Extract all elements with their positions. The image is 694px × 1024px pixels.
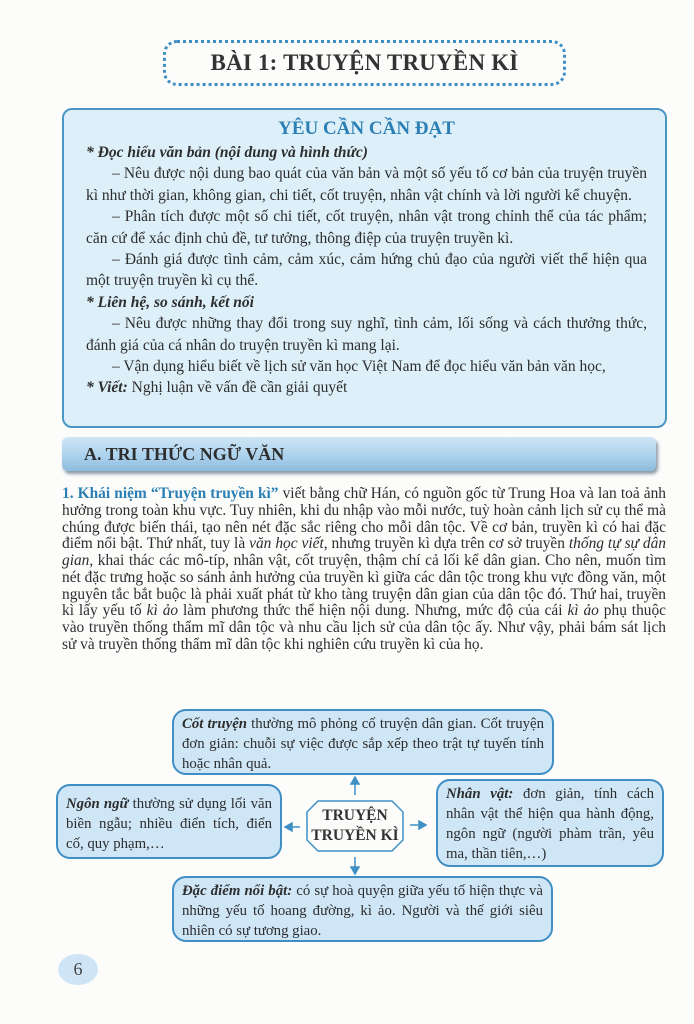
connect-heading: * Liên hệ, so sánh, kết nối	[86, 293, 254, 311]
emphasis: văn học viết	[249, 535, 324, 553]
arrow-right-head	[419, 821, 426, 829]
node-text: đơn giản, tính cách nhân vật thể hiện qua hành động, ngôn ngữ (người phàm trần, yêu ma, thần tiên,…)	[446, 786, 655, 862]
arrow-down-head	[351, 867, 359, 874]
page-number: 6	[58, 954, 98, 985]
node-label: Đặc điểm nổi bật:	[182, 883, 293, 899]
connect-item: – Vận dụng hiểu biết về lịch sử văn học Việt Nam để đọc hiểu văn bản văn học,	[112, 358, 606, 376]
node-label: Nhân vật:	[446, 786, 514, 802]
text: phụ thuộc vào truyền thống thẩm mĩ dân tộc và nhu cầu lịch sử của dân tộc ấy. Như vậy, phải bám sát lịch sử và truyền thống thẩm mĩ dân tộc khi nghiên cứu truyền kì của họ.	[62, 602, 667, 653]
emphasis: thống tự sự dân gian	[62, 535, 666, 569]
writing-text: Nghị luận về vấn đề cần giải quyết	[127, 379, 348, 397]
arrow-left-head	[285, 823, 292, 831]
center-line: TRUYỀN KÌ	[311, 827, 399, 844]
reading-heading: * Đọc hiểu văn bản (nội dung và hình thức)	[86, 144, 368, 161]
text: làm phương thức thể hiện nội dung. Nhưng, mức độ của cái	[178, 602, 568, 620]
concept-lead: 1. Khái niệm “Truyện truyền kì”	[62, 485, 279, 502]
section-title: A. TRI THỨC NGỮ VĂN	[84, 443, 285, 464]
reading-item: – Phân tích được một số chi tiết, cốt truyện, nhân vật trong chỉnh thể của tác phẩm; căn cứ để xác định chủ đề, tư tưởng, thông điệp của truyện truyền kì.	[86, 208, 647, 247]
writing-label: * Viết:	[86, 379, 128, 397]
node-text: thường sử dụng lối văn biền ngẫu; nhiều điển tích, điển cố, quy phạm,…	[66, 796, 272, 852]
text: , nhưng truyền kì dựa trên cơ sở truyền	[323, 535, 569, 553]
text: , khai thác các mô-típ, nhân vật, cốt truyện, thậm chí cả lối kể dân gian. Cho nên, muốn tìm nét đặc trưng hoặc so sánh ảnh hưởng của truyền kì giữa các dân tộc trong khu vực đồng văn, một nguyên tắc bắt buộc là phải xuất phát từ kho tàng truyện dân gian của dân tộc đó. Thứ hai, truyền kì lấy yếu tố	[62, 552, 666, 620]
emphasis: kì ảo	[146, 602, 179, 620]
center-line: TRUYỆN	[322, 807, 388, 824]
reading-item: – Đánh giá được tình cảm, cảm xúc, cảm hứng chủ đạo của người viết thể hiện qua một truyện truyền kì cụ thể.	[86, 251, 647, 290]
node-text: thường mô phỏng cố truyện dân gian. Cốt truyện đơn giản: chuỗi sự việc được sắp xếp theo trật tự tuyến tính hoặc nhân quả.	[182, 716, 544, 772]
text: viết bằng chữ Hán, có nguồn gốc từ Trung Hoa và lan toả ảnh hưởng trong toàn khu vực. Tuy nhiên, khi du nhập vào mỗi nước, tuỳ hoàn cảnh lịch sử cụ thể mà chúng được biến thái, tạo nên nét đặc sắc riêng cho mỗi dân tộc. Về cơ bản, truyền kì có hai đặc điểm nổi bật. Thứ nhất, tuy là	[62, 485, 666, 553]
node-label: Cốt truyện	[182, 716, 248, 732]
node-text: có sự hoà quyện giữa yếu tố hiện thực và những yếu tố hoang đường, kì ảo. Người và thế giới siêu nhiên có sự tương giao.	[182, 883, 543, 939]
emphasis: kì ảo	[567, 602, 599, 620]
lesson-title: BÀI 1: TRUYỆN TRUYỀN KÌ	[210, 50, 519, 75]
requirements-title: YÊU CẦN CẦN ĐẠT	[278, 118, 455, 139]
reading-item: – Nêu được nội dung bao quát của văn bản và một số yếu tố cơ bản của truyện truyền kì như thời gian, không gian, chi tiết, cốt truyện, nhân vật chính và lời người kể chuyện.	[86, 165, 647, 204]
connect-item: – Nêu được những thay đổi trong suy nghĩ, tình cảm, lối sống và cách thưởng thức, đánh giá của cá nhân do truyện truyền kì mang lại.	[86, 315, 647, 354]
node-label: Ngôn ngữ	[66, 796, 129, 812]
arrow-up-head	[351, 777, 359, 784]
